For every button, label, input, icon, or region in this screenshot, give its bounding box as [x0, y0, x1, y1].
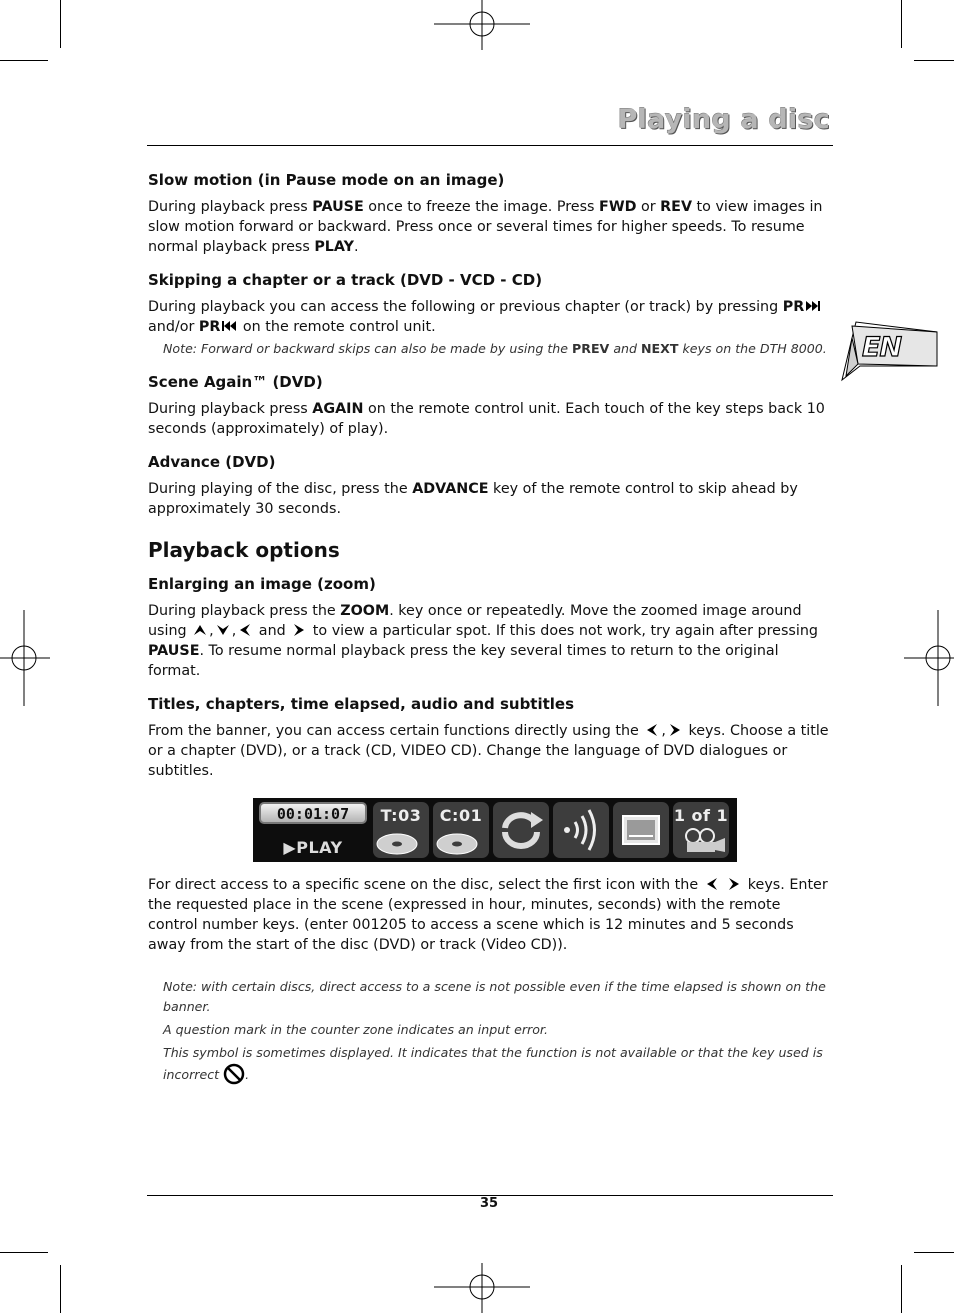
crop-mark — [901, 1265, 902, 1313]
audio-icon — [553, 802, 609, 858]
subtitle-screen-button[interactable] — [613, 802, 669, 858]
repeat-icon — [493, 802, 549, 858]
chapter-button[interactable] — [433, 802, 489, 858]
arrow-left-icon — [705, 878, 719, 890]
arrow-up-icon — [193, 624, 207, 636]
language-tab — [838, 318, 938, 386]
main-content — [148, 170, 834, 1085]
crop-mark — [914, 60, 954, 61]
titles-text: From the banner, you can access certain functions directly using the , keys. Choose a title or a chapter (DVD), or a track (CD, VIDEO CD). Change the language of DVD dialogues or subtitles. — [148, 723, 829, 779]
arrow-left-icon — [645, 724, 659, 736]
arrow-right-icon — [292, 624, 306, 636]
registration-mark — [434, 1263, 530, 1313]
section-heading-advance: Advance (DVD) — [148, 453, 276, 471]
registration-mark — [904, 610, 954, 706]
note-direct-access: Note: with certain discs, direct access to a scene is not possible even if the time elapsed is shown on the banner. — [163, 979, 826, 1014]
section-heading-titles: Titles, chapters, time elapsed, audio and subtitles — [148, 695, 575, 713]
time-counter[interactable] — [257, 802, 369, 858]
section-heading-slow-motion: Slow motion (in Pause mode on an image) — [148, 171, 505, 189]
title-button[interactable] — [373, 802, 429, 858]
registration-mark — [434, 0, 530, 50]
skipping-text: During playback you can access the following or previous chapter (or track) by pressing PR and/or PR on the remote control unit. — [148, 297, 834, 337]
skipping-note: Note: Forward or backward skips can also be made by using the PREV and NEXT keys on the DTH 8000. — [163, 341, 827, 356]
section-heading-skipping: Skipping a chapter or a track (DVD - VCD - CD) — [148, 271, 543, 289]
section-heading-playback-options: Playback options — [148, 538, 340, 562]
crop-mark — [0, 1252, 48, 1253]
direct-access-text: For direct access to a specific scene on the disc, select the first icon with the keys. Enter the requested place in the scene (expressed in hour, minutes, seconds) with the remote control number keys. (enter 001205 to access a scene which is 12 minutes and 5 seconds away from the start of the disc (DVD) or track (Video CD)). — [148, 877, 828, 953]
note-question-mark: A question mark in the counter zone indicates an input error. — [163, 1022, 548, 1037]
arrow-right-icon — [668, 724, 682, 736]
section-heading-zoom: Enlarging an image (zoom) — [148, 575, 376, 593]
arrow-down-icon — [216, 624, 230, 636]
play-status: ▶PLAY — [283, 838, 343, 857]
forbidden-icon — [223, 1063, 245, 1085]
repeat-button[interactable] — [493, 802, 549, 858]
advance-text: During playing of the disc, press the ADVANCE key of the remote control to skip ahead by approximately 30 seconds. — [148, 481, 798, 517]
en-tab-label: EN — [862, 332, 902, 363]
title-label: T:03 — [380, 806, 422, 825]
counter-display: 00:01:07 — [259, 802, 367, 824]
skip-previous-icon — [222, 320, 236, 332]
arrow-left-icon — [238, 624, 252, 636]
chapter-label: C:01 — [439, 806, 483, 825]
arrow-right-icon — [727, 878, 741, 890]
scene-again-text: During playback press AGAIN on the remote control unit. Each touch of the key steps back 10 seconds (approximately) of play). — [148, 401, 825, 437]
audio-button[interactable] — [553, 802, 609, 858]
crop-mark — [901, 0, 902, 48]
skip-next-icon — [806, 300, 820, 312]
registration-mark — [0, 610, 50, 706]
page-title: Playing a disc — [617, 104, 830, 135]
slow-motion-text: During playback press PAUSE once to freeze the image. Press FWD or REV to view images in slow motion forward or backward. Press once or several times for higher speeds. To resume normal playback press PLAY. — [148, 199, 823, 255]
crop-mark — [914, 1252, 954, 1253]
play-icon: ▶ — [283, 838, 297, 857]
screen-icon — [613, 802, 669, 858]
crop-mark — [60, 0, 61, 48]
crop-mark — [60, 1265, 61, 1313]
note-forbidden-symbol: This symbol is sometimes displayed. It indicates that the function is not available or that the key used is incorrect . — [163, 1043, 834, 1085]
header-rule — [147, 145, 833, 146]
zoom-text: During playback press the ZOOM. key once or repeatedly. Move the zoomed image around using , , and to view a particular spot. If this does not work, try again after pressing PAUSE. To resume normal playback press the key several times to return to the original format. — [148, 603, 818, 679]
crop-mark — [0, 60, 48, 61]
info-banner — [253, 798, 737, 862]
angle-label: 1 of 1 — [673, 806, 729, 825]
page-number: 35 — [479, 1196, 499, 1211]
angle-button[interactable] — [673, 802, 729, 858]
section-heading-scene-again: Scene Again™ (DVD) — [148, 373, 323, 391]
